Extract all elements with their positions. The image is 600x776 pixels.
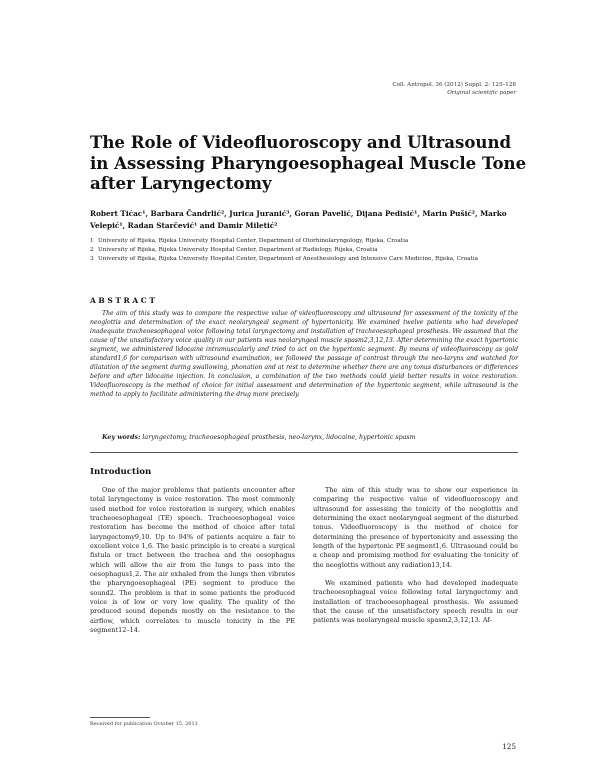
right-column: [313, 486, 518, 635]
affiliation-text: University of Rijeka, Rijeka University Hospital Center, Department of Anesthesiology and Intensive Care Medicine, Rijeka, Croatia: [98, 256, 479, 262]
affiliation-number: 2: [90, 247, 94, 253]
abstract-heading: ABSTRACT: [90, 296, 158, 305]
affiliation-item: [90, 237, 520, 246]
page-number: 125: [502, 742, 516, 751]
left-column: [90, 486, 295, 645]
footnote-divider: [90, 717, 150, 718]
abstract-text: The aim of this study was to compare the respective value of videofluoroscopy and ultrasound for assessment of the tonicity of the neoglottis and determination of the exact neolaryngeal segment of hypertonicity. We examined twelve patients who had developed inadequate tracheoesophageal voice following total laryngectomy and installation of tracheoesophageal prosthesis. We assumed that the cause of the unsatisfactory voice quality in our patients was neolaryngeal muscle spasm2,3,12,13. After determining the exact hypertonic segment, we administered lidocaine intramuscularly and tried to act on the hypertonic segment. By means of videofluoroscopy as gold standard1,6 for comparison with ultrasound examination, we followed the passage of contrast through the neo-larynx and watched for dilatation of the segment during swallowing, phonation and at rest to determine whether there are any tonus disturbances or differences before and after lidocaine injection. In conclusion, a combination of the two methods could yield better results in voice restoration. Videofluoroscopy is the method of choice for initial assessment and determination of the hypertonic segment, while ultrasound is the method to apply to facilitate administering the drug more precisely.: [90, 310, 518, 398]
paper-type: Original scientific paper: [447, 90, 516, 96]
body-paragraph: We examined patients who had developed inadequate tracheoesophageal voice following total laryngectomy and installation of tracheoesophageal prosthesis. We assumed that the cause of the unsatisfactory speech results in our patients was neolaryngeal muscle spasm2,3,12,13. Af-: [313, 579, 518, 625]
author-list: Robert Tićac¹, Barbara Čandrlić², Jurica Juranić³, Goran Pavelić, Dijana Pedisić¹, Marin Pušić², Marko Velepić¹, Radan Starčević¹ and Damir Miletić²: [90, 209, 507, 230]
body-paragraph: The aim of this study was to show our experience in comparing the respective value of videofluoroscopy and ultrasound for assessing the tonicity of the neoglottis and determining the exact neolaryngeal segment of the disturbed tonus. Videofluoroscopy is the method of choice for determining the presence of hypertonicity and assessing the length of the hypertonic PE segment1,6. Ultrasound could be a cheap and promising method for evaluating the tonicity of the neoglottis without any radiation13,14.: [313, 486, 518, 569]
affiliation-text: University of Rijeka, Rijeka University Hospital Center, Department of Otorhinolaryngology, Rijeka, Croatia: [98, 238, 409, 244]
keywords-text: laryngectomy, tracheoesophageal prosthesis, neo-larynx, lidocaine, hypertonic spasm: [142, 434, 416, 441]
keywords-label: Key words:: [102, 434, 141, 441]
received-date: Received for publication October 15, 2011: [90, 721, 198, 727]
introduction-heading: Introduction: [90, 467, 152, 477]
affiliation-text: University of Rijeka, Rijeka University Hospital Center, Department of Radiology, Rijeka, Croatia: [98, 247, 378, 253]
body-paragraph: One of the major problems that patients encounter after total laryngectomy is voice restoration. The most commonly used method for voice restoration is surgery, which enables tracheoesophageal (TE) speech. Tracheoesophageal voice restoration has become the method of choice after total laryngectomy9,10. Up to 94% of patients acquire a fair to excellent voice 1,6. The basic principle is to create a surgical fistula or tract between the trachea and the oesophagus which will allow the air from the lungs to pass into the oesophagus1,2. The air exhaled from the lungs then vibrates the pharyngoesophageal (PE) segment to produce the sound2. The problem is that in some patients the produced voice is of low or very low quality. The quality of the produced sound depends mostly on the resistance to the airflow, which correlates to muscle tonicity in the PE segment12–14.: [90, 486, 295, 635]
paper-title: The Role of Videofluoroscopy and Ultrasound in Assessing Pharyngoesophageal Muscle Tone after Laryngectomy: [90, 132, 527, 193]
affiliation-item: [90, 255, 520, 264]
journal-citation: Coll. Antropol. 36 (2012) Suppl. 2: 125–128: [392, 82, 516, 88]
affiliation-number: 3: [90, 256, 94, 262]
affiliations: [90, 237, 520, 264]
affiliation-item: [90, 246, 520, 255]
keywords: [102, 433, 522, 442]
affiliation-number: 1: [90, 238, 94, 244]
journal-header: [392, 81, 516, 97]
section-divider: [90, 452, 518, 453]
